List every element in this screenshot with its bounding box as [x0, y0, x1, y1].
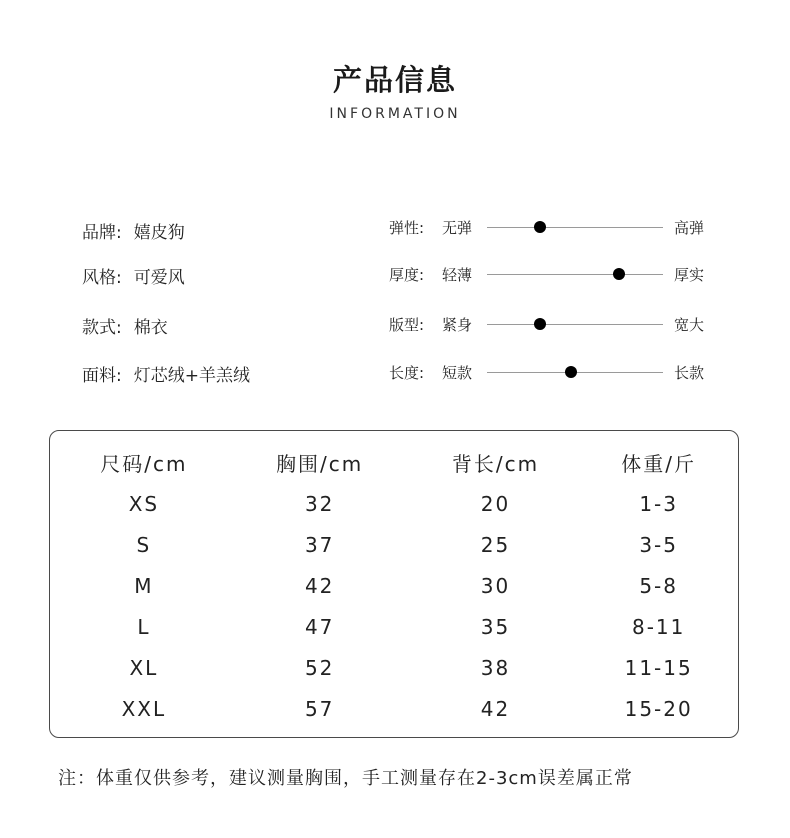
scale-low-label: 紧身: [442, 316, 473, 334]
table-cell: 42: [480, 696, 511, 721]
table-row: [56, 524, 734, 565]
table-cell: XL: [129, 655, 159, 680]
table-cell: XS: [128, 491, 160, 516]
table-cell: 57: [304, 696, 335, 721]
table-cell: 35: [480, 614, 511, 639]
table-cell: S: [136, 532, 152, 557]
scale-track: [487, 227, 663, 228]
footnote: 注：体重仅供参考，建议测量胸围，手工测量存在2-3cm误差属正常: [58, 768, 633, 789]
info-label: 款式:: [82, 318, 122, 338]
table-cell: 37: [304, 532, 335, 557]
info-value: 可爱风: [133, 268, 185, 288]
table-cell: 3-5: [639, 532, 678, 557]
scale-marker: [534, 318, 546, 330]
info-value: 灯芯绒+羊羔绒: [133, 366, 250, 386]
column-header: 背长/cm: [451, 451, 540, 476]
scale-track: [487, 324, 663, 325]
table-row: [56, 565, 734, 606]
scale-label: 长度:: [389, 364, 425, 382]
table-header-row: [56, 441, 734, 483]
scale-low-label: 短款: [442, 364, 473, 382]
table-cell: 1-3: [639, 491, 678, 516]
scale-fit: [389, 314, 719, 338]
info-value: 嬉皮狗: [133, 223, 185, 243]
table-cell: 38: [480, 655, 511, 680]
page-title: 产品信息: [332, 63, 457, 97]
table-cell: 52: [304, 655, 335, 680]
scale-low-label: 轻薄: [442, 266, 473, 284]
scale-elasticity: [389, 217, 719, 241]
scale-track: [487, 274, 663, 275]
table-cell: 8-11: [631, 614, 686, 639]
info-value: 棉衣: [133, 318, 168, 338]
scale-high-label: 高弹: [674, 219, 705, 237]
column-header: 体重/斤: [621, 451, 697, 476]
info-label: 面料:: [82, 366, 122, 386]
size-table: [49, 430, 739, 738]
scale-high-label: 宽大: [674, 316, 705, 334]
table-cell: 32: [304, 491, 335, 516]
scale-label: 版型:: [389, 316, 425, 334]
table-cell: 5-8: [639, 573, 678, 598]
table-cell: M: [134, 573, 154, 598]
info-row-type: [82, 313, 168, 338]
scale-label: 弹性:: [389, 219, 425, 237]
info-row-style: [82, 263, 185, 288]
table-row: [56, 606, 734, 647]
page-subtitle: INFORMATION: [329, 106, 461, 122]
column-header: 尺码/cm: [100, 451, 188, 476]
table-row: [56, 688, 734, 729]
table-cell: 47: [304, 614, 335, 639]
scale-length: [389, 362, 719, 386]
info-label: 风格:: [82, 268, 122, 288]
scale-track: [487, 372, 663, 373]
table-cell: XXL: [121, 696, 167, 721]
size-table-grid: [56, 441, 734, 729]
scale-high-label: 长款: [674, 364, 705, 382]
table-cell: 30: [480, 573, 511, 598]
table-cell: 20: [480, 491, 511, 516]
info-row-fabric: [82, 361, 250, 386]
info-label: 品牌:: [82, 223, 122, 243]
table-row: [56, 647, 734, 688]
table-cell: 15-20: [624, 696, 693, 721]
scale-low-label: 无弹: [442, 219, 473, 237]
scale-marker: [534, 221, 546, 233]
scale-high-label: 厚实: [674, 266, 705, 284]
table-row: [56, 483, 734, 524]
table-cell: L: [137, 614, 151, 639]
scale-label: 厚度:: [389, 266, 425, 284]
table-cell: 42: [304, 573, 335, 598]
scale-thickness: [389, 264, 719, 288]
scale-marker: [565, 366, 577, 378]
table-cell: 11-15: [624, 655, 693, 680]
scale-marker: [613, 268, 625, 280]
info-row-brand: [82, 218, 185, 243]
column-header: 胸围/cm: [276, 451, 364, 476]
table-cell: 25: [480, 532, 511, 557]
